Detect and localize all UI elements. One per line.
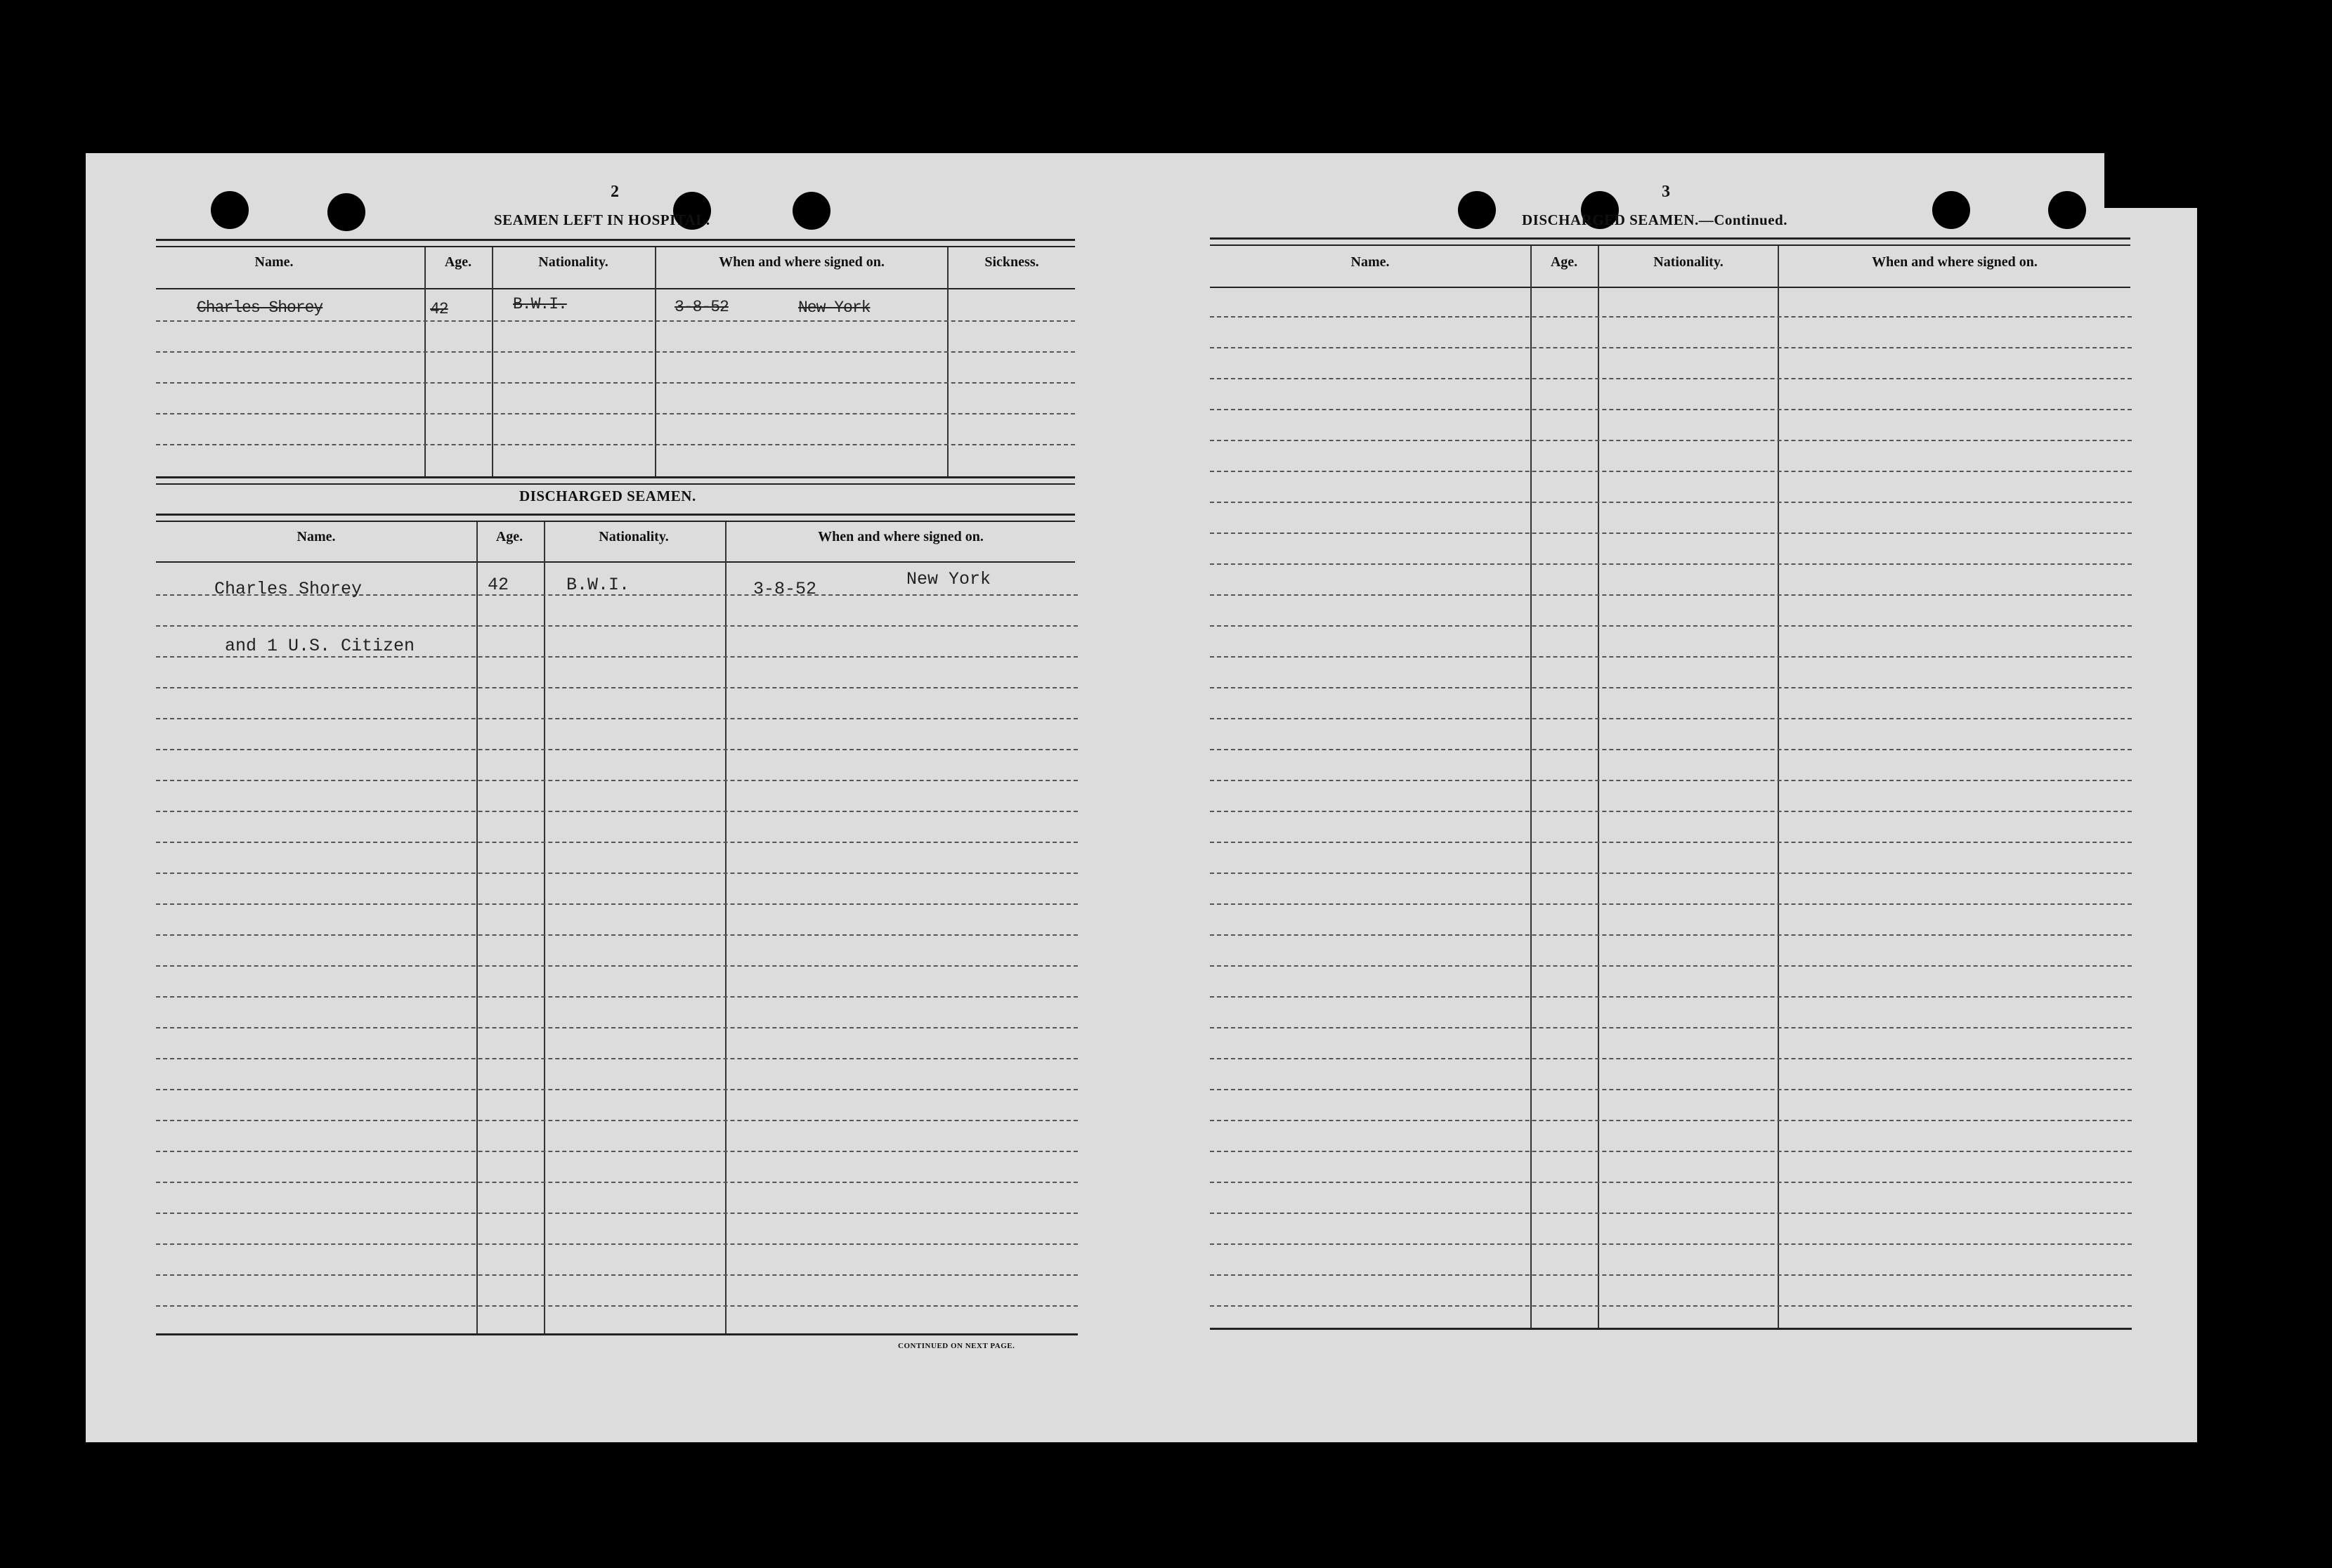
ruled-line bbox=[156, 656, 1078, 658]
ruled-line bbox=[156, 382, 1075, 384]
continued-note: CONTINUED ON NEXT PAGE. bbox=[898, 1342, 1015, 1350]
ruled-line bbox=[1210, 1243, 2132, 1245]
ruled-line bbox=[1210, 1305, 2132, 1307]
seaman-name-note: and 1 U.S. Citizen bbox=[225, 636, 415, 656]
ruled-line bbox=[1210, 1058, 2132, 1059]
rule bbox=[156, 483, 1075, 485]
punch-hole bbox=[2048, 191, 2086, 229]
struck-entry-name: Charles Shorey bbox=[197, 299, 323, 317]
ruled-line bbox=[1210, 347, 2132, 348]
column-header-signed-on: When and where signed on. bbox=[1872, 254, 2038, 270]
ruled-line bbox=[156, 1151, 1078, 1152]
ruled-line bbox=[156, 1027, 1078, 1028]
ruled-line bbox=[156, 444, 1075, 445]
ruled-line bbox=[156, 1243, 1078, 1245]
ruled-line bbox=[1210, 687, 2132, 688]
rule bbox=[1210, 1328, 2132, 1330]
column-divider bbox=[492, 247, 493, 476]
torn-corner bbox=[2104, 131, 2210, 208]
ruled-line bbox=[1210, 625, 2132, 627]
rule bbox=[156, 1333, 1078, 1335]
seaman-name: Charles Shorey bbox=[214, 579, 363, 599]
column-divider bbox=[655, 247, 656, 476]
ruled-line bbox=[1210, 1089, 2132, 1090]
ruled-line bbox=[1210, 873, 2132, 874]
page-number: 2 bbox=[611, 183, 619, 201]
column-header-signed-on: When and where signed on. bbox=[818, 529, 984, 544]
rule bbox=[156, 521, 1075, 522]
ruled-line bbox=[156, 1305, 1078, 1307]
ruled-line bbox=[156, 1182, 1078, 1183]
seaman-signed-place: New York bbox=[906, 569, 991, 589]
struck-entry-nationality: B.W.I. bbox=[513, 295, 567, 313]
rule bbox=[156, 514, 1075, 516]
struck-entry-date: 3-8-52 bbox=[675, 298, 729, 316]
struck-entry-place: New York bbox=[798, 299, 871, 317]
ruled-line bbox=[156, 413, 1075, 414]
ruled-line bbox=[1210, 996, 2132, 998]
ruled-line bbox=[1210, 842, 2132, 843]
rule bbox=[1210, 237, 2130, 240]
column-divider bbox=[1530, 246, 1532, 1328]
ruled-line bbox=[1210, 1182, 2132, 1183]
ruled-line bbox=[156, 1120, 1078, 1121]
ruled-line bbox=[1210, 409, 2132, 410]
ruled-line bbox=[1210, 316, 2132, 318]
ruled-line bbox=[156, 687, 1078, 688]
rule bbox=[156, 246, 1075, 247]
ruled-line bbox=[1210, 502, 2132, 503]
ruled-line bbox=[1210, 749, 2132, 750]
ruled-line bbox=[1210, 718, 2132, 719]
ruled-line bbox=[1210, 1274, 2132, 1276]
ruled-line bbox=[156, 780, 1078, 781]
rule bbox=[156, 239, 1075, 241]
column-header-nationality: Nationality. bbox=[1653, 254, 1724, 270]
rule bbox=[1210, 287, 2130, 288]
punch-hole bbox=[327, 193, 365, 231]
column-header-nationality: Nationality. bbox=[599, 529, 669, 544]
punch-hole bbox=[1458, 191, 1496, 229]
ruled-line bbox=[156, 811, 1078, 812]
ruled-line bbox=[1210, 440, 2132, 441]
column-header-age: Age. bbox=[495, 529, 523, 544]
column-header-name: Name. bbox=[297, 529, 336, 544]
punch-hole bbox=[793, 192, 830, 230]
ruled-line bbox=[156, 320, 1075, 322]
ruled-line bbox=[156, 996, 1078, 998]
column-header-name: Name. bbox=[254, 254, 294, 270]
column-divider bbox=[1778, 246, 1779, 1328]
ruled-line bbox=[156, 1058, 1078, 1059]
ruled-line bbox=[156, 1274, 1078, 1276]
ruled-line bbox=[1210, 965, 2132, 967]
column-divider bbox=[947, 247, 949, 476]
ruled-line bbox=[156, 749, 1078, 750]
discharged-continued-title: DISCHARGED SEAMEN.—Continued. bbox=[1522, 211, 1787, 228]
ruled-line bbox=[1210, 1213, 2132, 1214]
seaman-nationality: B.W.I. bbox=[566, 575, 630, 595]
column-header-nationality: Nationality. bbox=[538, 254, 608, 270]
column-divider bbox=[1598, 246, 1599, 1328]
ruled-line bbox=[156, 1213, 1078, 1214]
column-header-signed-on: When and where signed on. bbox=[719, 254, 885, 270]
discharged-section-title: DISCHARGED SEAMEN. bbox=[519, 488, 696, 504]
seaman-age: 42 bbox=[488, 575, 509, 595]
ruled-line bbox=[156, 873, 1078, 874]
ruled-line bbox=[1210, 533, 2132, 534]
column-header-sickness: Sickness. bbox=[984, 254, 1039, 270]
ruled-line bbox=[1210, 903, 2132, 905]
ruled-line bbox=[1210, 656, 2132, 658]
ruled-line bbox=[1210, 780, 2132, 781]
ruled-line bbox=[1210, 811, 2132, 812]
ruled-line bbox=[156, 625, 1078, 627]
ruled-line bbox=[1210, 1120, 2132, 1121]
rule bbox=[156, 476, 1075, 478]
ruled-line bbox=[1210, 1027, 2132, 1028]
punch-hole bbox=[1932, 191, 1970, 229]
rule bbox=[156, 561, 1075, 563]
ruled-line bbox=[156, 1089, 1078, 1090]
rule bbox=[156, 288, 1075, 289]
ruled-line bbox=[156, 842, 1078, 843]
ruled-line bbox=[156, 934, 1078, 936]
column-header-age: Age. bbox=[1550, 254, 1578, 270]
punch-hole bbox=[211, 191, 249, 229]
page-number: 3 bbox=[1662, 183, 1670, 201]
ruled-line bbox=[156, 965, 1078, 967]
column-divider bbox=[424, 247, 426, 476]
seaman-signed-date: 3-8-52 bbox=[753, 579, 817, 599]
column-header-age: Age. bbox=[444, 254, 472, 270]
ruled-line bbox=[156, 718, 1078, 719]
ruled-line bbox=[1210, 378, 2132, 379]
rule bbox=[1210, 244, 2130, 246]
struck-entry-age: 42 bbox=[430, 300, 448, 318]
ruled-line bbox=[1210, 471, 2132, 472]
ruled-line bbox=[1210, 1151, 2132, 1152]
ruled-line bbox=[1210, 594, 2132, 596]
hospital-section-title: SEAMEN LEFT IN HOSPITAL. bbox=[494, 211, 710, 228]
ruled-line bbox=[1210, 934, 2132, 936]
ruled-line bbox=[156, 903, 1078, 905]
ruled-line bbox=[1210, 563, 2132, 565]
ruled-line bbox=[156, 351, 1075, 353]
column-header-name: Name. bbox=[1350, 254, 1390, 270]
